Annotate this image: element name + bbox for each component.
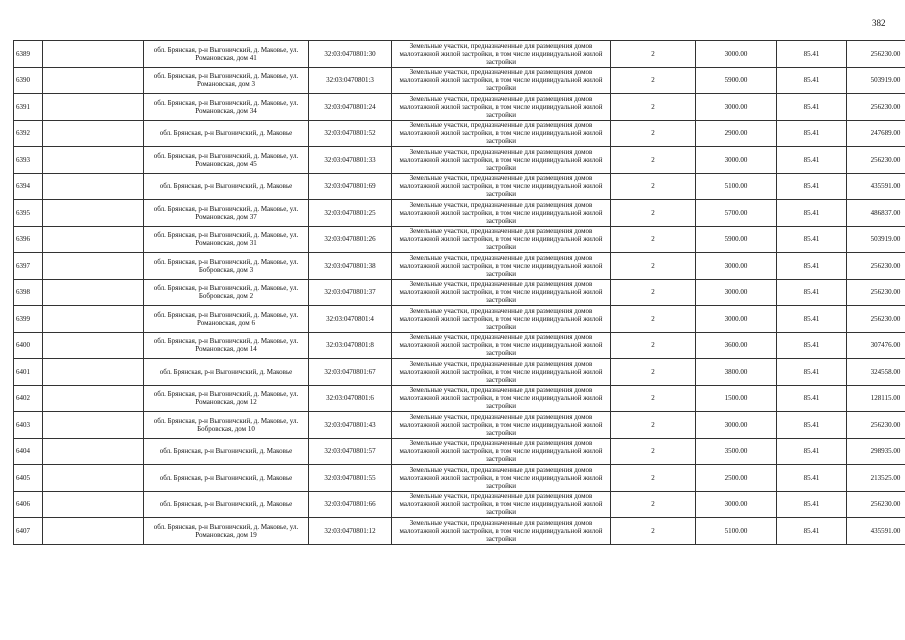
land-use-description-cell: Земельные участки, предназначенные для размещения домов малоэтажной жилой застройки, в том числе индивидуальной жилой застройки [392,120,611,147]
area-cell: 5700.00 [696,200,777,227]
address-cell: обл. Брянская, р-н Выгоничский, д. Маковье [144,465,309,492]
cadastral-value-cell: 486837.00 [847,200,905,227]
area-cell: 5100.00 [696,173,777,200]
area-cell: 5900.00 [696,226,777,253]
empty-cell [43,385,144,412]
land-use-description-cell: Земельные участки, предназначенные для размещения домов малоэтажной жилой застройки, в том числе индивидуальной жилой застройки [392,67,611,94]
category-cell: 2 [611,94,696,121]
cadastral-value-cell: 503919.00 [847,67,905,94]
cadastral-value-cell: 256230.00 [847,412,905,439]
empty-cell [43,465,144,492]
category-cell: 2 [611,41,696,68]
empty-cell [43,491,144,518]
table-row [14,491,905,518]
cadastral-value-cell: 247689.00 [847,120,905,147]
land-use-description-cell: Земельные участки, предназначенные для размещения домов малоэтажной жилой застройки, в том числе индивидуальной жилой застройки [392,359,611,386]
category-cell: 2 [611,491,696,518]
cadastral-value-cell: 435591.00 [847,518,905,545]
rate-cell: 85.41 [777,200,847,227]
cadastral-value-cell: 307476.00 [847,332,905,359]
rate-cell: 85.41 [777,253,847,280]
row-number: 6401 [14,359,43,386]
table-row [14,306,905,333]
address-cell: обл. Брянская, р-н Выгоничский, д. Маковье, ул. Романовская, дом 34 [144,94,309,121]
area-cell: 1500.00 [696,385,777,412]
table-row [14,226,905,253]
land-use-description-cell: Земельные участки, предназначенные для размещения домов малоэтажной жилой застройки, в том числе индивидуальной жилой застройки [392,200,611,227]
cadastral-number-cell: 32:03:0470801:3 [309,67,392,94]
table-row [14,438,905,465]
area-cell: 2500.00 [696,465,777,492]
table-row [14,147,905,174]
category-cell: 2 [611,518,696,545]
empty-cell [43,41,144,68]
address-cell: обл. Брянская, р-н Выгоничский, д. Маковье, ул. Романовская, дом 31 [144,226,309,253]
row-number: 6400 [14,332,43,359]
row-number: 6393 [14,147,43,174]
rate-cell: 85.41 [777,173,847,200]
category-cell: 2 [611,200,696,227]
row-number: 6396 [14,226,43,253]
empty-cell [43,147,144,174]
category-cell: 2 [611,173,696,200]
cadastral-number-cell: 32:03:0470801:66 [309,491,392,518]
land-use-description-cell: Земельные участки, предназначенные для размещения домов малоэтажной жилой застройки, в том числе индивидуальной жилой застройки [392,438,611,465]
cadastral-number-cell: 32:03:0470801:52 [309,120,392,147]
land-use-description-cell: Земельные участки, предназначенные для размещения домов малоэтажной жилой застройки, в том числе индивидуальной жилой застройки [392,332,611,359]
cadastral-number-cell: 32:03:0470801:26 [309,226,392,253]
category-cell: 2 [611,385,696,412]
cadastral-number-cell: 32:03:0470801:8 [309,332,392,359]
row-number: 6403 [14,412,43,439]
category-cell: 2 [611,465,696,492]
land-use-description-cell: Земельные участки, предназначенные для размещения домов малоэтажной жилой застройки, в том числе индивидуальной жилой застройки [392,94,611,121]
area-cell: 3000.00 [696,41,777,68]
table-row [14,253,905,280]
category-cell: 2 [611,279,696,306]
category-cell: 2 [611,120,696,147]
empty-cell [43,332,144,359]
land-use-description-cell: Земельные участки, предназначенные для размещения домов малоэтажной жилой застройки, в том числе индивидуальной жилой застройки [392,41,611,68]
table-row [14,67,905,94]
empty-cell [43,306,144,333]
address-cell: обл. Брянская, р-н Выгоничский, д. Маковье, ул. Романовская, дом 14 [144,332,309,359]
address-cell: обл. Брянская, р-н Выгоничский, д. Маковье, ул. Романовская, дом 19 [144,518,309,545]
area-cell: 5100.00 [696,518,777,545]
empty-cell [43,67,144,94]
rate-cell: 85.41 [777,120,847,147]
empty-cell [43,518,144,545]
area-cell: 3600.00 [696,332,777,359]
cadastral-number-cell: 32:03:0470801:57 [309,438,392,465]
area-cell: 3000.00 [696,412,777,439]
cadastral-number-cell: 32:03:0470801:43 [309,412,392,439]
row-number: 6404 [14,438,43,465]
address-cell: обл. Брянская, р-н Выгоничский, д. Маковье [144,359,309,386]
row-number: 6398 [14,279,43,306]
row-number: 6405 [14,465,43,492]
rate-cell: 85.41 [777,412,847,439]
rate-cell: 85.41 [777,359,847,386]
land-use-description-cell: Земельные участки, предназначенные для размещения домов малоэтажной жилой застройки, в том числе индивидуальной жилой застройки [392,147,611,174]
cadastral-number-cell: 32:03:0470801:33 [309,147,392,174]
table-row [14,359,905,386]
cadastral-value-cell: 256230.00 [847,41,905,68]
cadastral-number-cell: 32:03:0470801:4 [309,306,392,333]
cadastral-value-cell: 298935.00 [847,438,905,465]
table-row [14,200,905,227]
address-cell: обл. Брянская, р-н Выгоничский, д. Маковье, ул. Бобровская, дом 10 [144,412,309,439]
row-number: 6389 [14,41,43,68]
cadastral-value-cell: 213525.00 [847,465,905,492]
cadastral-number-cell: 32:03:0470801:25 [309,200,392,227]
rate-cell: 85.41 [777,147,847,174]
area-cell: 5900.00 [696,67,777,94]
cadastral-value-cell: 256230.00 [847,279,905,306]
row-number: 6402 [14,385,43,412]
cadastral-number-cell: 32:03:0470801:69 [309,173,392,200]
land-use-description-cell: Земельные участки, предназначенные для размещения домов малоэтажной жилой застройки, в том числе индивидуальной жилой застройки [392,465,611,492]
cadastral-number-cell: 32:03:0470801:12 [309,518,392,545]
cadastral-number-cell: 32:03:0470801:67 [309,359,392,386]
area-cell: 3000.00 [696,279,777,306]
category-cell: 2 [611,67,696,94]
category-cell: 2 [611,359,696,386]
rate-cell: 85.41 [777,518,847,545]
empty-cell [43,412,144,439]
cadastral-number-cell: 32:03:0470801:37 [309,279,392,306]
row-number: 6406 [14,491,43,518]
rate-cell: 85.41 [777,385,847,412]
empty-cell [43,120,144,147]
rate-cell: 85.41 [777,465,847,492]
rate-cell: 85.41 [777,438,847,465]
rate-cell: 85.41 [777,279,847,306]
address-cell: обл. Брянская, р-н Выгоничский, д. Маковье, ул. Бобровская, дом 2 [144,279,309,306]
empty-cell [43,438,144,465]
empty-cell [43,200,144,227]
address-cell: обл. Брянская, р-н Выгоничский, д. Маковье [144,173,309,200]
cadastral-value-cell: 128115.00 [847,385,905,412]
rate-cell: 85.41 [777,226,847,253]
land-registry-table [13,40,905,545]
land-use-description-cell: Земельные участки, предназначенные для размещения домов малоэтажной жилой застройки, в том числе индивидуальной жилой застройки [392,385,611,412]
cadastral-number-cell: 32:03:0470801:55 [309,465,392,492]
row-number: 6394 [14,173,43,200]
address-cell: обл. Брянская, р-н Выгоничский, д. Маковье, ул. Романовская, дом 37 [144,200,309,227]
rate-cell: 85.41 [777,491,847,518]
cadastral-value-cell: 503919.00 [847,226,905,253]
land-use-description-cell: Земельные участки, предназначенные для размещения домов малоэтажной жилой застройки, в том числе индивидуальной жилой застройки [392,253,611,280]
category-cell: 2 [611,147,696,174]
land-use-description-cell: Земельные участки, предназначенные для размещения домов малоэтажной жилой застройки, в том числе индивидуальной жилой застройки [392,518,611,545]
row-number: 6390 [14,67,43,94]
area-cell: 3000.00 [696,147,777,174]
land-use-description-cell: Земельные участки, предназначенные для размещения домов малоэтажной жилой застройки, в том числе индивидуальной жилой застройки [392,279,611,306]
address-cell: обл. Брянская, р-н Выгоничский, д. Маковье, ул. Романовская, дом 12 [144,385,309,412]
rate-cell: 85.41 [777,332,847,359]
cadastral-number-cell: 32:03:0470801:30 [309,41,392,68]
table-row [14,465,905,492]
address-cell: обл. Брянская, р-н Выгоничский, д. Маковье, ул. Романовская, дом 41 [144,41,309,68]
table-row [14,518,905,545]
cadastral-value-cell: 256230.00 [847,94,905,121]
land-use-description-cell: Земельные участки, предназначенные для размещения домов малоэтажной жилой застройки, в том числе индивидуальной жилой застройки [392,491,611,518]
rate-cell: 85.41 [777,306,847,333]
empty-cell [43,253,144,280]
area-cell: 3000.00 [696,253,777,280]
cadastral-number-cell: 32:03:0470801:24 [309,94,392,121]
empty-cell [43,94,144,121]
area-cell: 2900.00 [696,120,777,147]
land-use-description-cell: Земельные участки, предназначенные для размещения домов малоэтажной жилой застройки, в том числе индивидуальной жилой застройки [392,173,611,200]
table-row [14,41,905,68]
category-cell: 2 [611,438,696,465]
row-number: 6395 [14,200,43,227]
address-cell: обл. Брянская, р-н Выгоничский, д. Маковье, ул. Романовская, дом 3 [144,67,309,94]
address-cell: обл. Брянская, р-н Выгоничский, д. Маковье [144,120,309,147]
empty-cell [43,359,144,386]
empty-cell [43,226,144,253]
row-number: 6392 [14,120,43,147]
cadastral-number-cell: 32:03:0470801:6 [309,385,392,412]
category-cell: 2 [611,332,696,359]
table-row [14,173,905,200]
row-number: 6407 [14,518,43,545]
address-cell: обл. Брянская, р-н Выгоничский, д. Маковье [144,438,309,465]
cadastral-value-cell: 256230.00 [847,491,905,518]
page-number: 382 [872,18,886,28]
registry-table-body [14,41,905,545]
empty-cell [43,279,144,306]
category-cell: 2 [611,306,696,333]
cadastral-value-cell: 256230.00 [847,253,905,280]
address-cell: обл. Брянская, р-н Выгоничский, д. Маковье [144,491,309,518]
table-row [14,120,905,147]
cadastral-value-cell: 256230.00 [847,147,905,174]
cadastral-number-cell: 32:03:0470801:38 [309,253,392,280]
row-number: 6399 [14,306,43,333]
category-cell: 2 [611,226,696,253]
rate-cell: 85.41 [777,41,847,68]
table-row [14,279,905,306]
row-number: 6397 [14,253,43,280]
category-cell: 2 [611,412,696,439]
cadastral-value-cell: 324558.00 [847,359,905,386]
land-use-description-cell: Земельные участки, предназначенные для размещения домов малоэтажной жилой застройки, в том числе индивидуальной жилой застройки [392,226,611,253]
rate-cell: 85.41 [777,94,847,121]
area-cell: 3000.00 [696,94,777,121]
address-cell: обл. Брянская, р-н Выгоничский, д. Маковье, ул. Романовская, дом 45 [144,147,309,174]
area-cell: 3000.00 [696,491,777,518]
land-use-description-cell: Земельные участки, предназначенные для размещения домов малоэтажной жилой застройки, в том числе индивидуальной жилой застройки [392,306,611,333]
area-cell: 3500.00 [696,438,777,465]
rate-cell: 85.41 [777,67,847,94]
land-use-description-cell: Земельные участки, предназначенные для размещения домов малоэтажной жилой застройки, в том числе индивидуальной жилой застройки [392,412,611,439]
table-row [14,94,905,121]
area-cell: 3000.00 [696,306,777,333]
row-number: 6391 [14,94,43,121]
address-cell: обл. Брянская, р-н Выгоничский, д. Маковье, ул. Бобровская, дом 3 [144,253,309,280]
cadastral-value-cell: 435591.00 [847,173,905,200]
empty-cell [43,173,144,200]
cadastral-value-cell: 256230.00 [847,306,905,333]
address-cell: обл. Брянская, р-н Выгоничский, д. Маковье, ул. Романовская, дом 6 [144,306,309,333]
area-cell: 3800.00 [696,359,777,386]
table-row [14,332,905,359]
table-row [14,385,905,412]
table-row [14,412,905,439]
category-cell: 2 [611,253,696,280]
